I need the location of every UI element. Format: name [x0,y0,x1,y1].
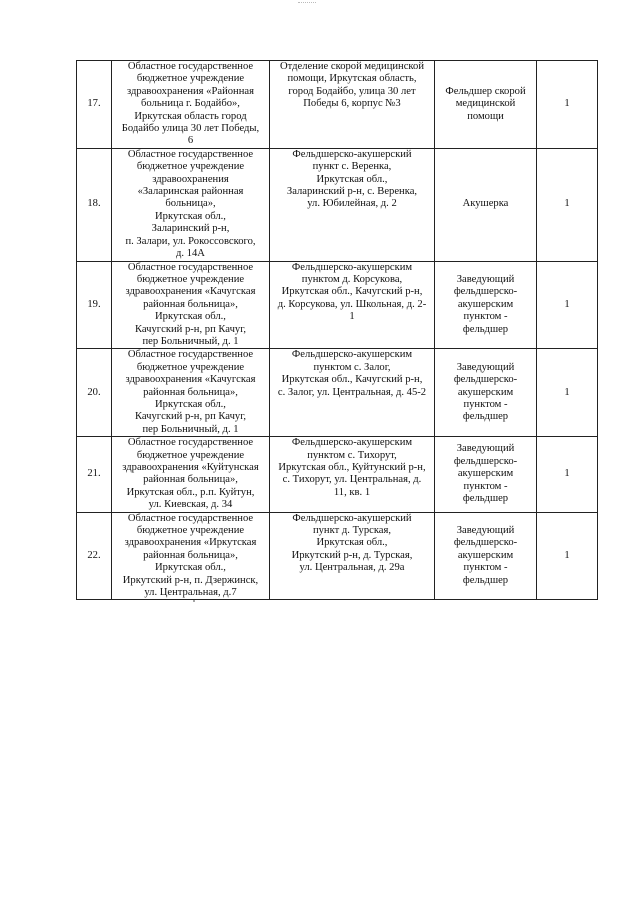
count-cell: 1 [537,148,598,261]
address-cell: Фельдшерско-акушерским пунктом с. Залог, Иркутская обл., Качугский р-н, с. Залог, ул. Центральная, д. 45-2 [270,349,435,437]
count-cell: 1 [537,61,598,149]
table-row [77,61,598,149]
count-cell: 1 [537,437,598,512]
row-number: 17. [77,61,112,149]
organization-cell: Областное государственное бюджетное учреждение здравоохранения «Заларинская районная больница», Иркутская обл., Заларинский р-н, п. Залари, ул. Рокоссовского, д. 14А [112,148,270,261]
count-cell: 1 [537,349,598,437]
table-row [77,349,598,437]
row-number: 19. [77,261,112,349]
count-cell: 1 [537,261,598,349]
organization-cell: Областное государственное бюджетное учреждение здравоохранения «Куйтунская районная больница», Иркутская обл., р.п. Куйтун, ул. Киевская, д. 34 [112,437,270,512]
address-cell: Фельдшерско-акушерский пункт с. Веренка, Иркутская обл., Заларинский р-н, с. Веренка, ул. Юбилейная, д. 2 [270,148,435,261]
position-cell: Акушерка [435,148,537,261]
row-number: 22. [77,512,112,600]
table-row [77,512,598,600]
organization-cell: Областное государственное бюджетное учреждение здравоохранения «Иркутская районная больница», Иркутская обл., Иркутский р-н, п. Дзержинск, ул. Центральная, д.7 [112,512,270,600]
scan-speck [193,600,195,602]
address-cell: Фельдшерско-акушерский пункт д. Турская, Иркутская обл., Иркутский р-н, д. Турская, ул. Центральная, д. 29а [270,512,435,600]
organization-cell: Областное государственное бюджетное учреждение здравоохранения «Районная больница г. Бодайбо», Иркутская область город Бодайбо улица 30 лет Победы, 6 [112,61,270,149]
address-cell: Отделение скорой медицинской помощи, Иркутская область, город Бодайбо, улица 30 лет Победы 6, корпус №3 [270,61,435,149]
position-cell: Заведующий фельдшерско- акушерским пунктом - фельдшер [435,512,537,600]
position-cell: Заведующий фельдшерско- акушерским пунктом - фельдшер [435,349,537,437]
table-row [77,437,598,512]
row-number: 20. [77,349,112,437]
organization-cell: Областное государственное бюджетное учреждение здравоохранения «Качугская районная больница», Иркутская обл., Качугский р-н, рп Качуг, пер Больничный, д. 1 [112,261,270,349]
position-cell: Заведующий фельдшерско- акушерским пунктом - фельдшер [435,261,537,349]
row-number: 21. [77,437,112,512]
position-cell: Заведующий фельдшерско- акушерским пунктом - фельдшер [435,437,537,512]
staff-table [76,60,598,600]
table-row [77,261,598,349]
position-cell: Фельдшер скорой медицинской помощи [435,61,537,149]
table-row [77,148,598,261]
address-cell: Фельдшерско-акушерским пунктом с. Тихорут, Иркутская обл., Куйтунский р-н, с. Тихорут, ул. Центральная, д. 11, кв. 1 [270,437,435,512]
organization-cell: Областное государственное бюджетное учреждение здравоохранения «Качугская районная больница», Иркутская обл., Качугский р-н, рп Качуг, пер Больничный, д. 1 [112,349,270,437]
address-cell: Фельдшерско-акушерским пунктом д. Корсукова, Иркутская обл., Качугский р-н, д. Корсукова, ул. Школьная, д. 2- 1 [270,261,435,349]
row-number: 18. [77,148,112,261]
scan-mark [298,2,316,5]
count-cell: 1 [537,512,598,600]
